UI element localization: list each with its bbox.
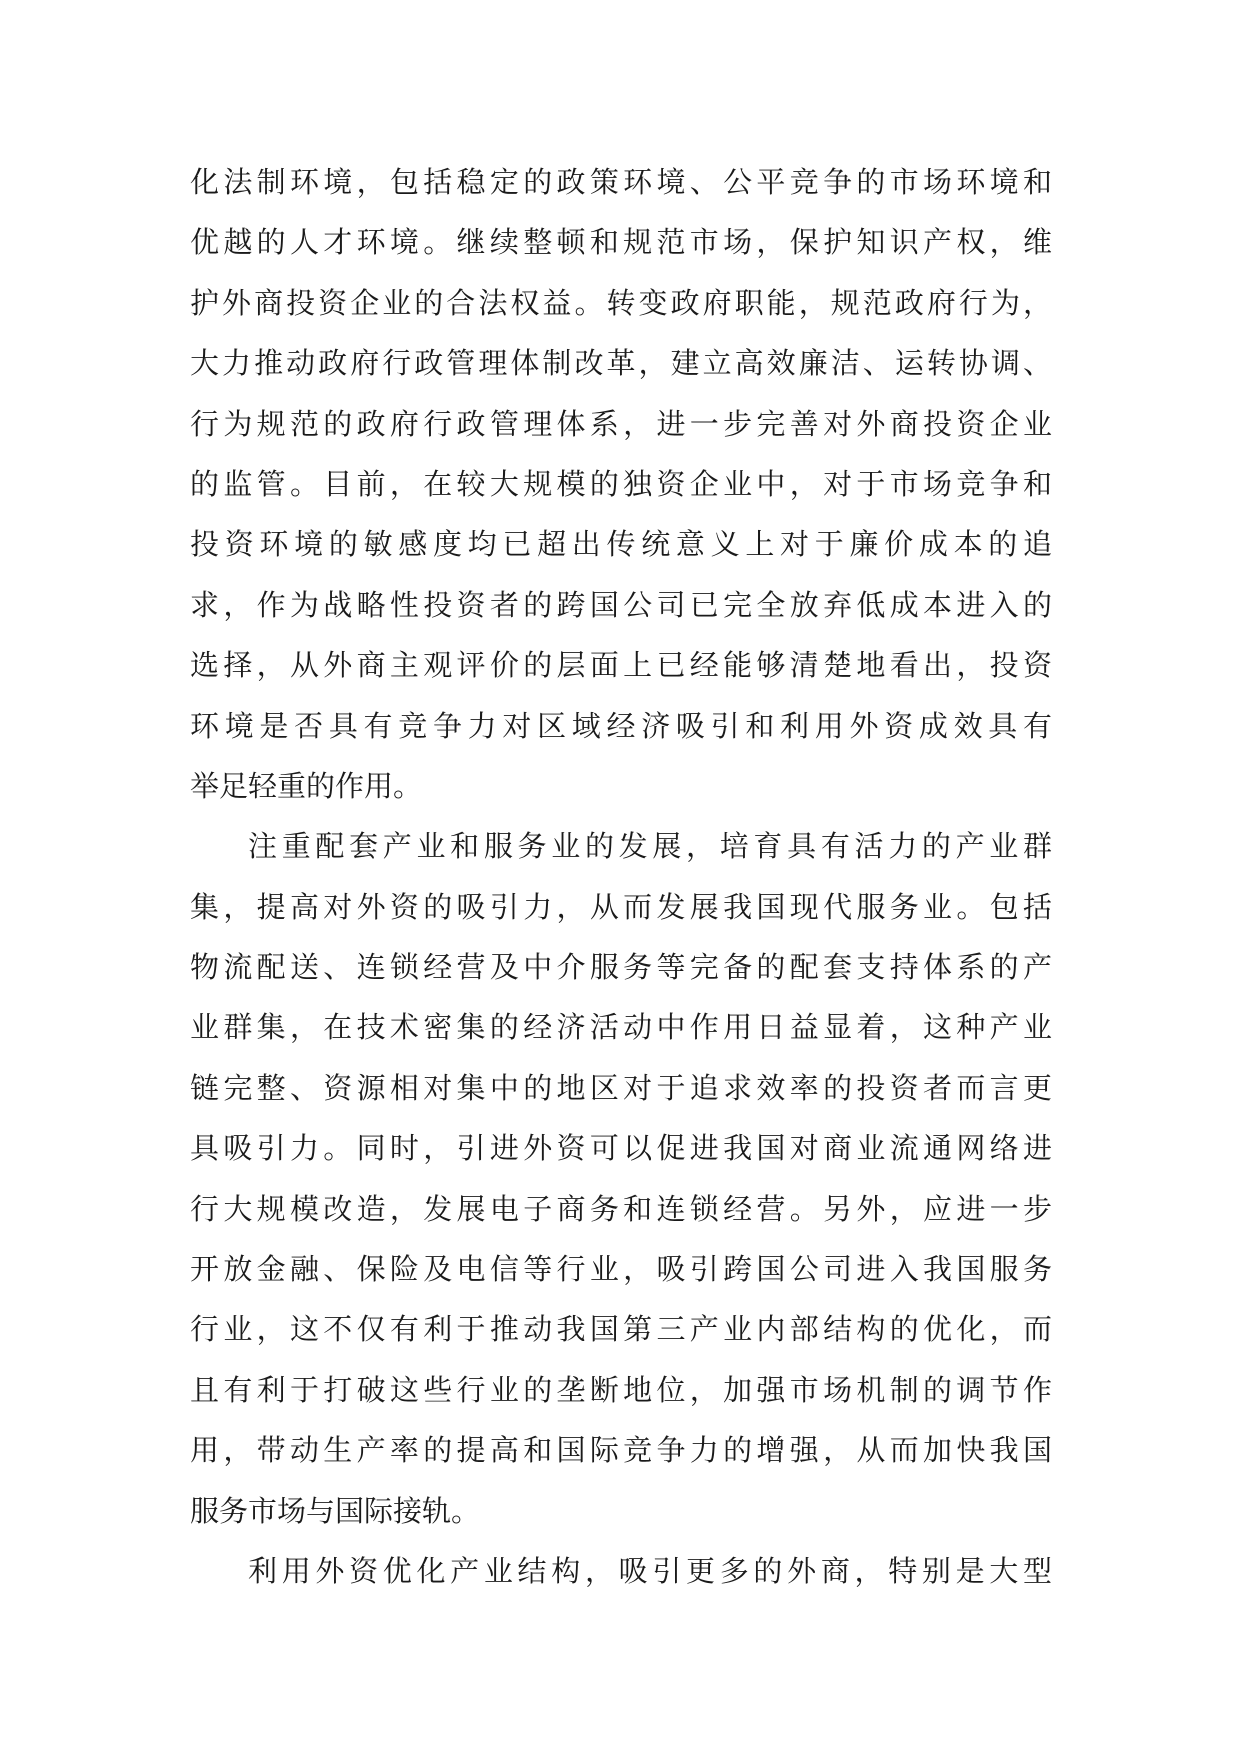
text-line: 且有利于打破这些行业的垄断地位，加强市场机制的调节作 [190,1372,1052,1407]
text-line: 的监管。目前，在较大规模的独资企业中，对于市场竞争和 [190,466,1052,501]
text-line: 具吸引力。同时，引进外资可以促进我国对商业流通网络进 [190,1131,1052,1166]
text-line: 优越的人才环境。继续整顿和规范市场，保护知识产权，维 [190,225,1052,260]
text-line: 集，提高对外资的吸引力，从而发展我国现代服务业。包括 [190,889,1052,924]
text-line: 用，带动生产率的提高和国际竞争力的增强，从而加快我国 [190,1433,1052,1468]
text-line: 护外商投资企业的合法权益。转变政府职能，规范政府行为， [190,285,1052,320]
text-line: 大力推动政府行政管理体制改革，建立高效廉洁、运转协调、 [190,346,1052,381]
text-line: 举足轻重的作用。 [190,768,423,803]
text-line: 行业，这不仅有利于推动我国第三产业内部结构的优化，而 [190,1312,1052,1347]
text-line: 化法制环境，包括稳定的政策环境、公平竞争的市场环境和 [190,165,1052,199]
text-line: 环境是否具有竞争力对区域经济吸引和利用外资成效具有 [190,708,1052,743]
text-line: 开放金融、保险及电信等行业，吸引跨国公司进入我国服务 [190,1252,1052,1287]
text-line: 选择，从外商主观评价的层面上已经能够清楚地看出，投资 [190,648,1052,683]
text-line: 求，作为战略性投资者的跨国公司已完全放弃低成本进入的 [190,587,1052,622]
text-line: 行为规范的政府行政管理体系，进一步完善对外商投资企业 [190,406,1052,441]
text-line: 服务市场与国际接轨。 [190,1493,481,1528]
body-text [190,152,1052,1601]
paragraph-first-line: 注重配套产业和服务业的发展，培育具有活力的产业群 [248,829,1052,864]
text-line: 链完整、资源相对集中的地区对于追求效率的投资者而言更 [190,1070,1052,1105]
text-line: 投资环境的敏感度均已超出传统意义上对于廉价成本的追 [190,527,1052,562]
paragraph-first-line: 利用外资优化产业结构，吸引更多的外商，特别是大型 [248,1553,1052,1588]
text-line: 行大规模改造，发展电子商务和连锁经营。另外，应进一步 [190,1191,1052,1226]
text-line: 业群集，在技术密集的经济活动中作用日益显着，这种产业 [190,1010,1052,1045]
text-line: 物流配送、连锁经营及中介服务等完备的配套支持体系的产 [190,950,1052,985]
